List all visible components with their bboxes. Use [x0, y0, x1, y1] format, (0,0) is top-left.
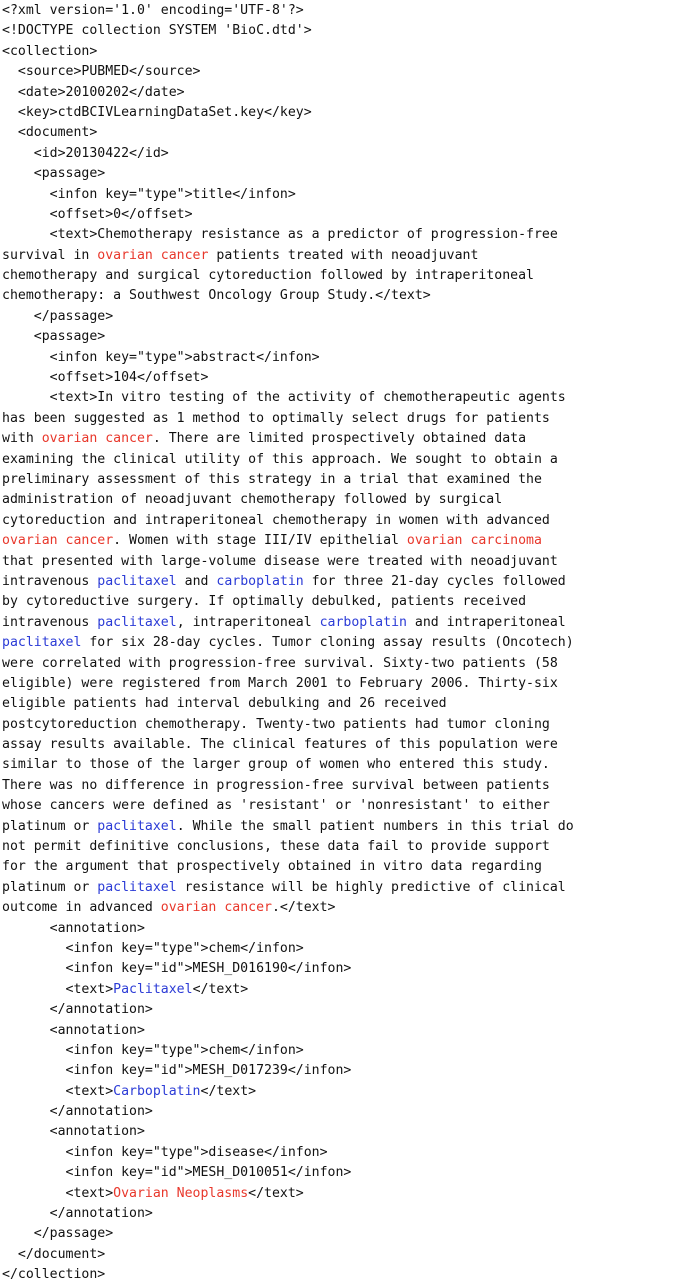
chemical-mention: paclitaxel [97, 573, 177, 589]
xml-text: and [176, 573, 217, 589]
xml-text: , intraperitoneal [176, 614, 320, 630]
xml-text: </text> [200, 1083, 257, 1099]
code-line [2, 776, 685, 796]
xml-text: <passage> [2, 329, 106, 345]
code-line [2, 327, 685, 347]
chemical-mention: Carboplatin [113, 1083, 201, 1099]
chemical-mention: paclitaxel [97, 879, 177, 895]
xml-text: <infon key="type">chem</infon> [2, 940, 304, 956]
chemical-mention: paclitaxel [97, 818, 177, 834]
code-line [2, 511, 685, 531]
code-line [2, 552, 685, 572]
xml-text: resistance will be highly predictive of clinical [176, 879, 566, 895]
xml-text: </annotation> [2, 1206, 153, 1222]
xml-text: . While the small patient numbers in this trial do [176, 818, 574, 834]
code-line [2, 164, 685, 184]
code-line [2, 286, 685, 306]
xml-text: for six 28-day cycles. Tumor cloning assay results (Oncotech) [81, 635, 574, 651]
xml-text: <key>ctdBCIVLearningDataSet.key</key> [2, 104, 312, 120]
xml-text: <infon key="id">MESH_D010051</infon> [2, 1165, 352, 1181]
code-line [2, 613, 685, 633]
code-line [2, 307, 685, 327]
code-line [2, 348, 685, 368]
code-line [2, 959, 685, 979]
code-line [2, 1122, 685, 1142]
xml-text: <text>Chemotherapy resistance as a predictor of progression-free [2, 227, 558, 243]
xml-text: administration of neoadjuvant chemotherapy followed by surgical [2, 492, 503, 508]
chemical-mention: paclitaxel [97, 614, 177, 630]
code-line [2, 654, 685, 674]
code-line [2, 1163, 685, 1183]
code-line [2, 1102, 685, 1122]
code-line [2, 21, 685, 41]
xml-text: <infon key="id">MESH_D017239</infon> [2, 1063, 352, 1079]
xml-text: </text> [248, 1185, 304, 1201]
code-line [2, 674, 685, 694]
code-line [2, 42, 685, 62]
xml-text: intravenous [2, 573, 98, 589]
xml-text: <annotation> [2, 920, 145, 936]
xml-text: were correlated with progression-free survival. Sixty-two patients (58 [2, 655, 558, 671]
code-line [2, 898, 685, 918]
code-line [2, 490, 685, 510]
chemical-mention: carboplatin [216, 573, 304, 589]
disease-mention: ovarian cancer [2, 533, 114, 549]
code-line [2, 123, 685, 143]
code-line [2, 1061, 685, 1081]
xml-text: </document> [2, 1246, 106, 1262]
code-line [2, 185, 685, 205]
xml-text: intravenous [2, 614, 98, 630]
xml-text: <text>In vitro testing of the activity of chemotherapeutic agents [2, 390, 566, 406]
xml-text: that presented with large-volume disease were treated with neoadjuvant [2, 553, 558, 569]
code-line [2, 919, 685, 939]
xml-text: survival in [2, 247, 98, 263]
code-line [2, 1021, 685, 1041]
code-line [2, 857, 685, 877]
xml-text: </passage> [2, 1226, 114, 1242]
disease-mention: Ovarian Neoplasms [113, 1185, 249, 1201]
xml-text: <collection> [2, 43, 98, 59]
xml-text: eligible) were registered from March 2001 to February 2006. Thirty-six [2, 675, 558, 691]
xml-text: postcytoreduction chemotherapy. Twenty-two patients had tumor cloning [2, 716, 550, 732]
code-line [2, 225, 685, 245]
disease-mention: ovarian cancer [160, 900, 272, 916]
xml-text: <infon key="type">title</infon> [2, 186, 296, 202]
xml-text: cytoreduction and intraperitoneal chemotherapy in women with advanced [2, 512, 550, 528]
xml-text: <offset>104</offset> [2, 370, 209, 386]
chemical-mention: carboplatin [319, 614, 407, 630]
xml-text: <infon key="type">disease</infon> [2, 1144, 328, 1160]
xml-text: .</text> [271, 900, 336, 916]
code-line [2, 715, 685, 735]
xml-text: </text> [192, 981, 249, 997]
xml-text: </collection> [2, 1267, 106, 1283]
xml-text: <date>20100202</date> [2, 84, 185, 100]
xml-text: </annotation> [2, 1104, 153, 1120]
xml-text: whose cancers were defined as 'resistant' or 'nonresistant' to either [2, 798, 550, 814]
code-line [2, 1041, 685, 1061]
code-line [2, 735, 685, 755]
xml-text: similar to those of the larger group of women who entered this study. [2, 757, 550, 773]
xml-text: <id>20130422</id> [2, 145, 169, 161]
code-line [2, 531, 685, 551]
xml-text: </passage> [2, 308, 114, 324]
code-line [2, 83, 685, 103]
code-line [2, 939, 685, 959]
xml-text: <text> [2, 1083, 114, 1099]
code-line [2, 103, 685, 123]
chemical-mention: paclitaxel [2, 635, 82, 651]
code-line [2, 144, 685, 164]
xml-text: <passage> [2, 166, 106, 182]
disease-mention: ovarian cancer [97, 247, 209, 263]
chemical-mention: Paclitaxel [113, 981, 193, 997]
code-line [2, 450, 685, 470]
xml-text: </annotation> [2, 1002, 153, 1018]
xml-text: examining the clinical utility of this approach. We sought to obtain a [2, 451, 558, 467]
xml-text: assay results available. The clinical features of this population were [2, 737, 558, 753]
disease-mention: ovarian carcinoma [406, 533, 542, 549]
code-line [2, 572, 685, 592]
xml-text: chemotherapy: a Southwest Oncology Group Study.</text> [2, 288, 431, 304]
xml-text: platinum or [2, 879, 98, 895]
code-line [2, 1143, 685, 1163]
xml-text: <?xml version='1.0' encoding='UTF-8'?> [2, 3, 304, 18]
code-line [2, 694, 685, 714]
xml-text: <infon key="id">MESH_D016190</infon> [2, 961, 352, 977]
code-line [2, 62, 685, 82]
code-line [2, 1082, 685, 1102]
code-line [2, 1000, 685, 1020]
xml-text: and intraperitoneal [406, 614, 566, 630]
code-line [2, 266, 685, 286]
xml-text: <source>PUBMED</source> [2, 64, 201, 80]
code-line [2, 409, 685, 429]
code-line [2, 246, 685, 266]
code-line [2, 1204, 685, 1224]
code-line [2, 633, 685, 653]
xml-text: <annotation> [2, 1022, 145, 1038]
code-line [2, 1224, 685, 1244]
code-line [2, 755, 685, 775]
xml-text: for the argument that prospectively obtained in vitro data regarding [2, 859, 542, 875]
code-line [2, 980, 685, 1000]
code-line [2, 368, 685, 388]
xml-text: eligible patients had interval debulking and 26 received [2, 696, 447, 712]
xml-text: not permit definitive conclusions, these data fail to provide support [2, 839, 550, 855]
code-line [2, 817, 685, 837]
xml-text: chemotherapy and surgical cytoreduction followed by intraperitoneal [2, 268, 534, 284]
xml-text: patients treated with neoadjuvant [208, 247, 479, 263]
xml-text: <document> [2, 125, 98, 141]
code-line [2, 1184, 685, 1204]
xml-text: for three 21-day cycles followed [303, 573, 566, 589]
code-line [2, 796, 685, 816]
code-line [2, 388, 685, 408]
code-line [2, 878, 685, 898]
code-line [2, 1265, 685, 1285]
xml-text: preliminary assessment of this strategy in a trial that examined the [2, 471, 542, 487]
xml-text: by cytoreductive surgery. If optimally debulked, patients received [2, 594, 527, 610]
code-line [2, 1245, 685, 1265]
code-line [2, 1, 685, 21]
xml-text: There was no difference in progression-free survival between patients [2, 777, 550, 793]
code-line [2, 205, 685, 225]
xml-text: with [2, 431, 42, 447]
xml-text: has been suggested as 1 method to optimally select drugs for patients [2, 410, 550, 426]
disease-mention: ovarian cancer [41, 431, 153, 447]
code-line [2, 837, 685, 857]
xml-text: <offset>0</offset> [2, 206, 193, 222]
xml-text: platinum or [2, 818, 98, 834]
xml-text: <annotation> [2, 1124, 145, 1140]
code-line [2, 429, 685, 449]
xml-text: . Women with stage III/IV epithelial [113, 533, 407, 549]
code-line [2, 592, 685, 612]
xml-text: <infon key="type">abstract</infon> [2, 349, 320, 365]
xml-text: <!DOCTYPE collection SYSTEM 'BioC.dtd'> [2, 23, 312, 39]
xml-text: <text> [2, 981, 114, 997]
xml-text: <text> [2, 1185, 114, 1201]
xml-text: . There are limited prospectively obtained data [152, 431, 527, 447]
xml-text: <infon key="type">chem</infon> [2, 1042, 304, 1058]
code-line [2, 470, 685, 490]
xml-text: outcome in advanced [2, 900, 161, 916]
